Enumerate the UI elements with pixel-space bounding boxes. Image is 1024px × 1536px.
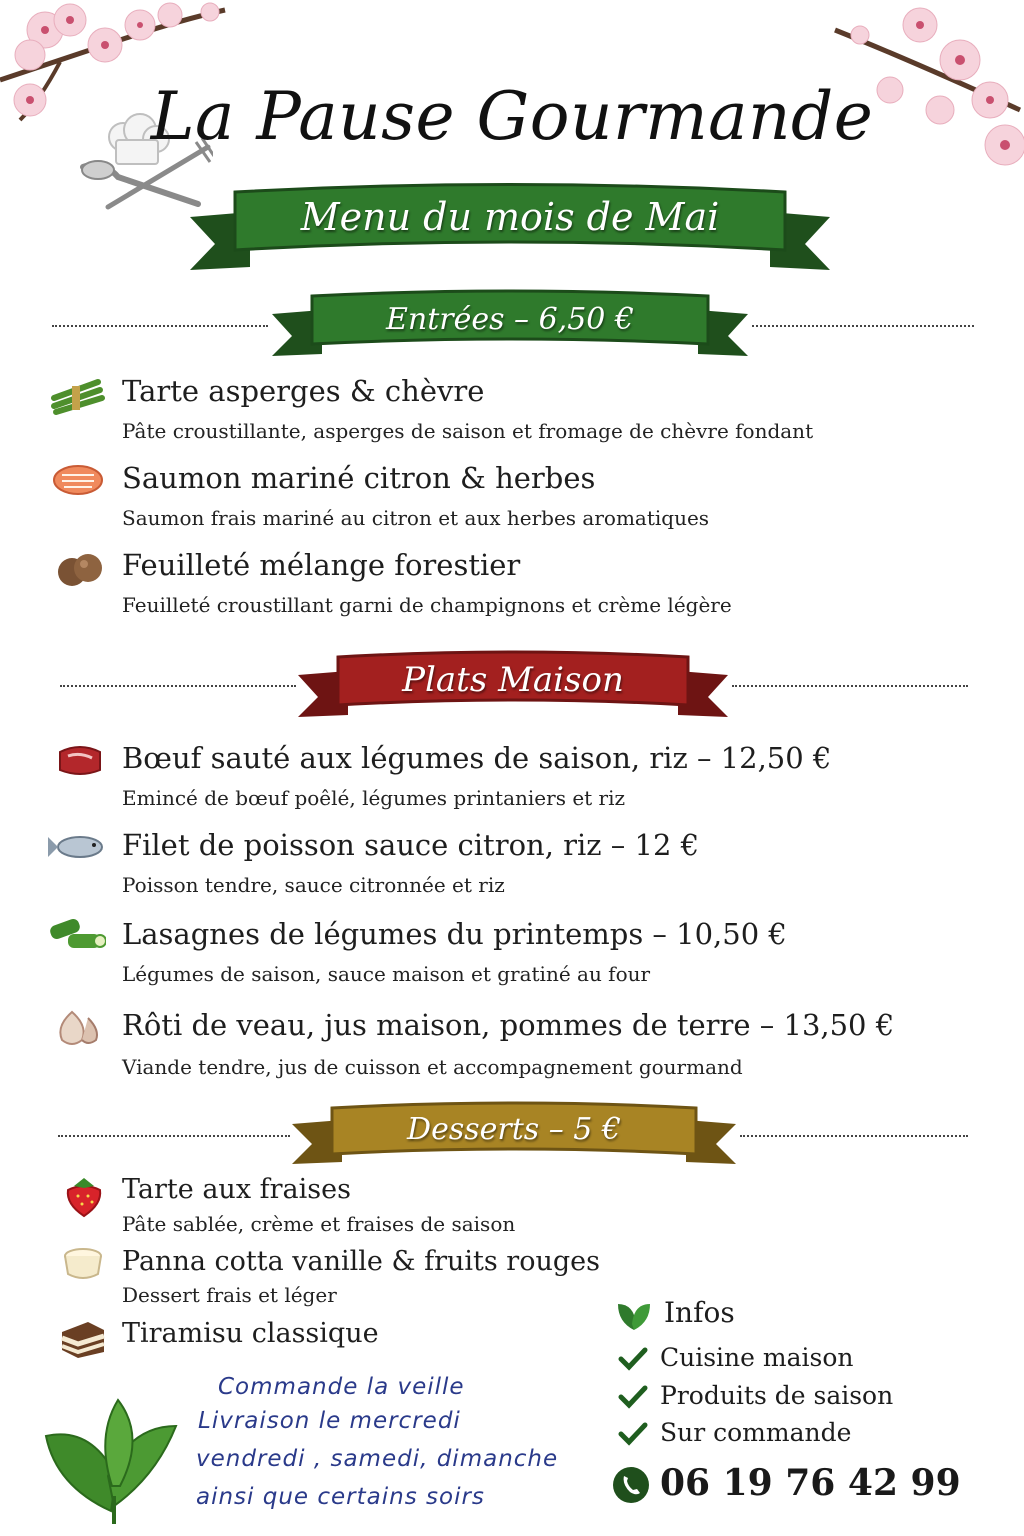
subtitle-text: Menu du mois de Mai bbox=[300, 195, 720, 239]
zucchini-icon bbox=[46, 914, 106, 956]
dessert-title: Tiramisu classique bbox=[122, 1318, 379, 1349]
desserts-ribbon bbox=[292, 1098, 736, 1170]
check-icon bbox=[618, 1346, 648, 1372]
plat-title: Rôti de veau, jus maison, pommes de terre – 13,50 € bbox=[122, 1008, 895, 1042]
divider-dots bbox=[752, 325, 974, 327]
subtitle-ribbon bbox=[190, 172, 830, 272]
plat-title: Lasagnes de légumes du printemps – 10,50 € bbox=[122, 917, 787, 951]
salmon-icon bbox=[52, 463, 104, 497]
divider-dots bbox=[732, 685, 968, 687]
infos-title: Infos bbox=[664, 1296, 735, 1329]
plat-title: Filet de poisson sauce citron, riz – 12 € bbox=[122, 828, 700, 862]
leaf-icon bbox=[614, 1296, 654, 1332]
garlic-icon bbox=[52, 1006, 104, 1048]
phone-icon bbox=[612, 1466, 650, 1504]
handwritten-note-line: ainsi que certains soirs bbox=[196, 1484, 485, 1510]
tiramisu-icon bbox=[58, 1318, 108, 1360]
panna-cotta-icon bbox=[60, 1244, 106, 1284]
plat-desc: Légumes de saison, sauce maison et gratiné au four bbox=[122, 962, 651, 986]
plats-heading: Plats Maison bbox=[402, 660, 624, 700]
strawberry-icon bbox=[62, 1174, 106, 1218]
divider-dots bbox=[60, 685, 296, 687]
dessert-title: Tarte aux fraises bbox=[122, 1174, 351, 1205]
info-item: Sur commande bbox=[660, 1418, 852, 1447]
divider-dots bbox=[740, 1135, 968, 1137]
fish-icon bbox=[48, 832, 108, 862]
dessert-desc: Pâte sablée, crème et fraises de saison bbox=[122, 1212, 516, 1236]
divider-dots bbox=[52, 325, 268, 327]
check-icon bbox=[618, 1384, 648, 1410]
entree-desc: Saumon frais mariné au citron et aux herbes aromatiques bbox=[122, 506, 710, 530]
info-item: Cuisine maison bbox=[660, 1343, 854, 1372]
entree-title: Saumon mariné citron & herbes bbox=[122, 461, 596, 495]
plats-ribbon bbox=[298, 647, 728, 723]
desserts-heading: Desserts – 5 € bbox=[407, 1111, 621, 1147]
divider-dots bbox=[58, 1135, 290, 1137]
plat-desc: Poisson tendre, sauce citronnée et riz bbox=[122, 873, 505, 897]
plat-desc: Viande tendre, jus de cuisson et accompagnement gourmand bbox=[122, 1055, 743, 1079]
mushroom-icon bbox=[54, 550, 104, 590]
plat-desc: Emincé de bœuf poêlé, légumes printaniers et riz bbox=[122, 786, 626, 810]
dessert-title: Panna cotta vanille & fruits rouges bbox=[122, 1246, 600, 1277]
entree-desc: Feuilleté croustillant garni de champignons et crème légère bbox=[122, 593, 732, 617]
restaurant-title: La Pause Gourmande bbox=[150, 78, 874, 155]
entree-desc: Pâte croustillante, asperges de saison et fromage de chèvre fondant bbox=[122, 419, 814, 443]
entrees-heading: Entrées – 6,50 € bbox=[385, 301, 634, 337]
entrees-ribbon bbox=[272, 286, 748, 362]
check-icon bbox=[618, 1421, 648, 1447]
entree-title: Tarte asperges & chèvre bbox=[122, 374, 485, 408]
asparagus-icon bbox=[48, 376, 106, 416]
basil-leaves-icon bbox=[36, 1396, 186, 1526]
handwritten-note-line: vendredi , samedi, dimanche bbox=[196, 1446, 559, 1472]
phone-number[interactable]: 06 19 76 42 99 bbox=[660, 1462, 961, 1504]
plat-title: Bœuf sauté aux légumes de saison, riz – 12,50 € bbox=[122, 741, 832, 775]
beef-icon bbox=[54, 742, 106, 778]
entree-title: Feuilleté mélange forestier bbox=[122, 548, 521, 582]
handwritten-note-line: Commande la veille bbox=[218, 1374, 465, 1400]
info-item: Produits de saison bbox=[660, 1381, 894, 1410]
dessert-desc: Dessert frais et léger bbox=[122, 1283, 337, 1307]
handwritten-note-line: Livraison le mercredi bbox=[198, 1408, 461, 1434]
